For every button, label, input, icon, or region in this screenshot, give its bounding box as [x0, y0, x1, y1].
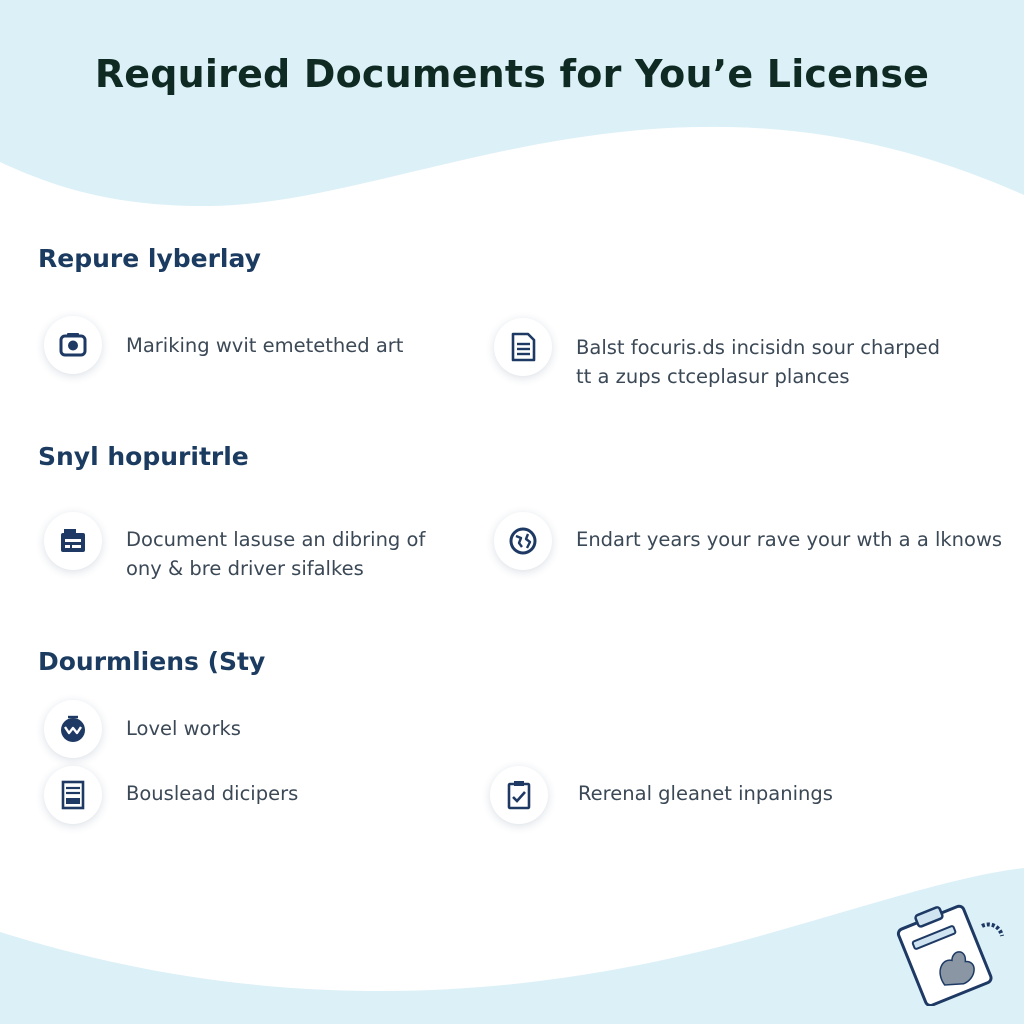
- form-icon: [44, 766, 102, 824]
- item-text: Balst focuris.ds incisidn sour charped: [576, 336, 941, 359]
- id-card-icon: [44, 512, 102, 570]
- camera-icon: [44, 316, 102, 374]
- section-heading-1: Repure lyberlay: [38, 244, 261, 273]
- badge-icon: [44, 700, 102, 758]
- item-text: Document lasuse an dibring of: [126, 528, 426, 551]
- clipboard-check-icon: [490, 766, 548, 824]
- clipboard-illustration-icon: [886, 896, 1006, 1006]
- item-text: ony & bre driver sifalkes: [126, 557, 364, 580]
- document-icon: [494, 318, 552, 376]
- page-title: Required Documents for You’e License: [94, 52, 930, 96]
- section-heading-2: Snyl hopuritrle: [38, 442, 249, 471]
- item-text: Mariking wvit emetethed art: [126, 334, 404, 357]
- section-heading-3: Dourmliens (Sty: [38, 647, 266, 676]
- item-text: tt a zups ctceplasur plances: [576, 365, 850, 388]
- item-text: Endart years your rave your wth a a lknows: [576, 528, 1003, 551]
- globe-icon: [494, 512, 552, 570]
- item-text: Lovel works: [126, 717, 241, 740]
- item-text: Rerenal gleanet inpanings: [578, 782, 833, 805]
- item-text: Bouslead dicipers: [126, 782, 299, 805]
